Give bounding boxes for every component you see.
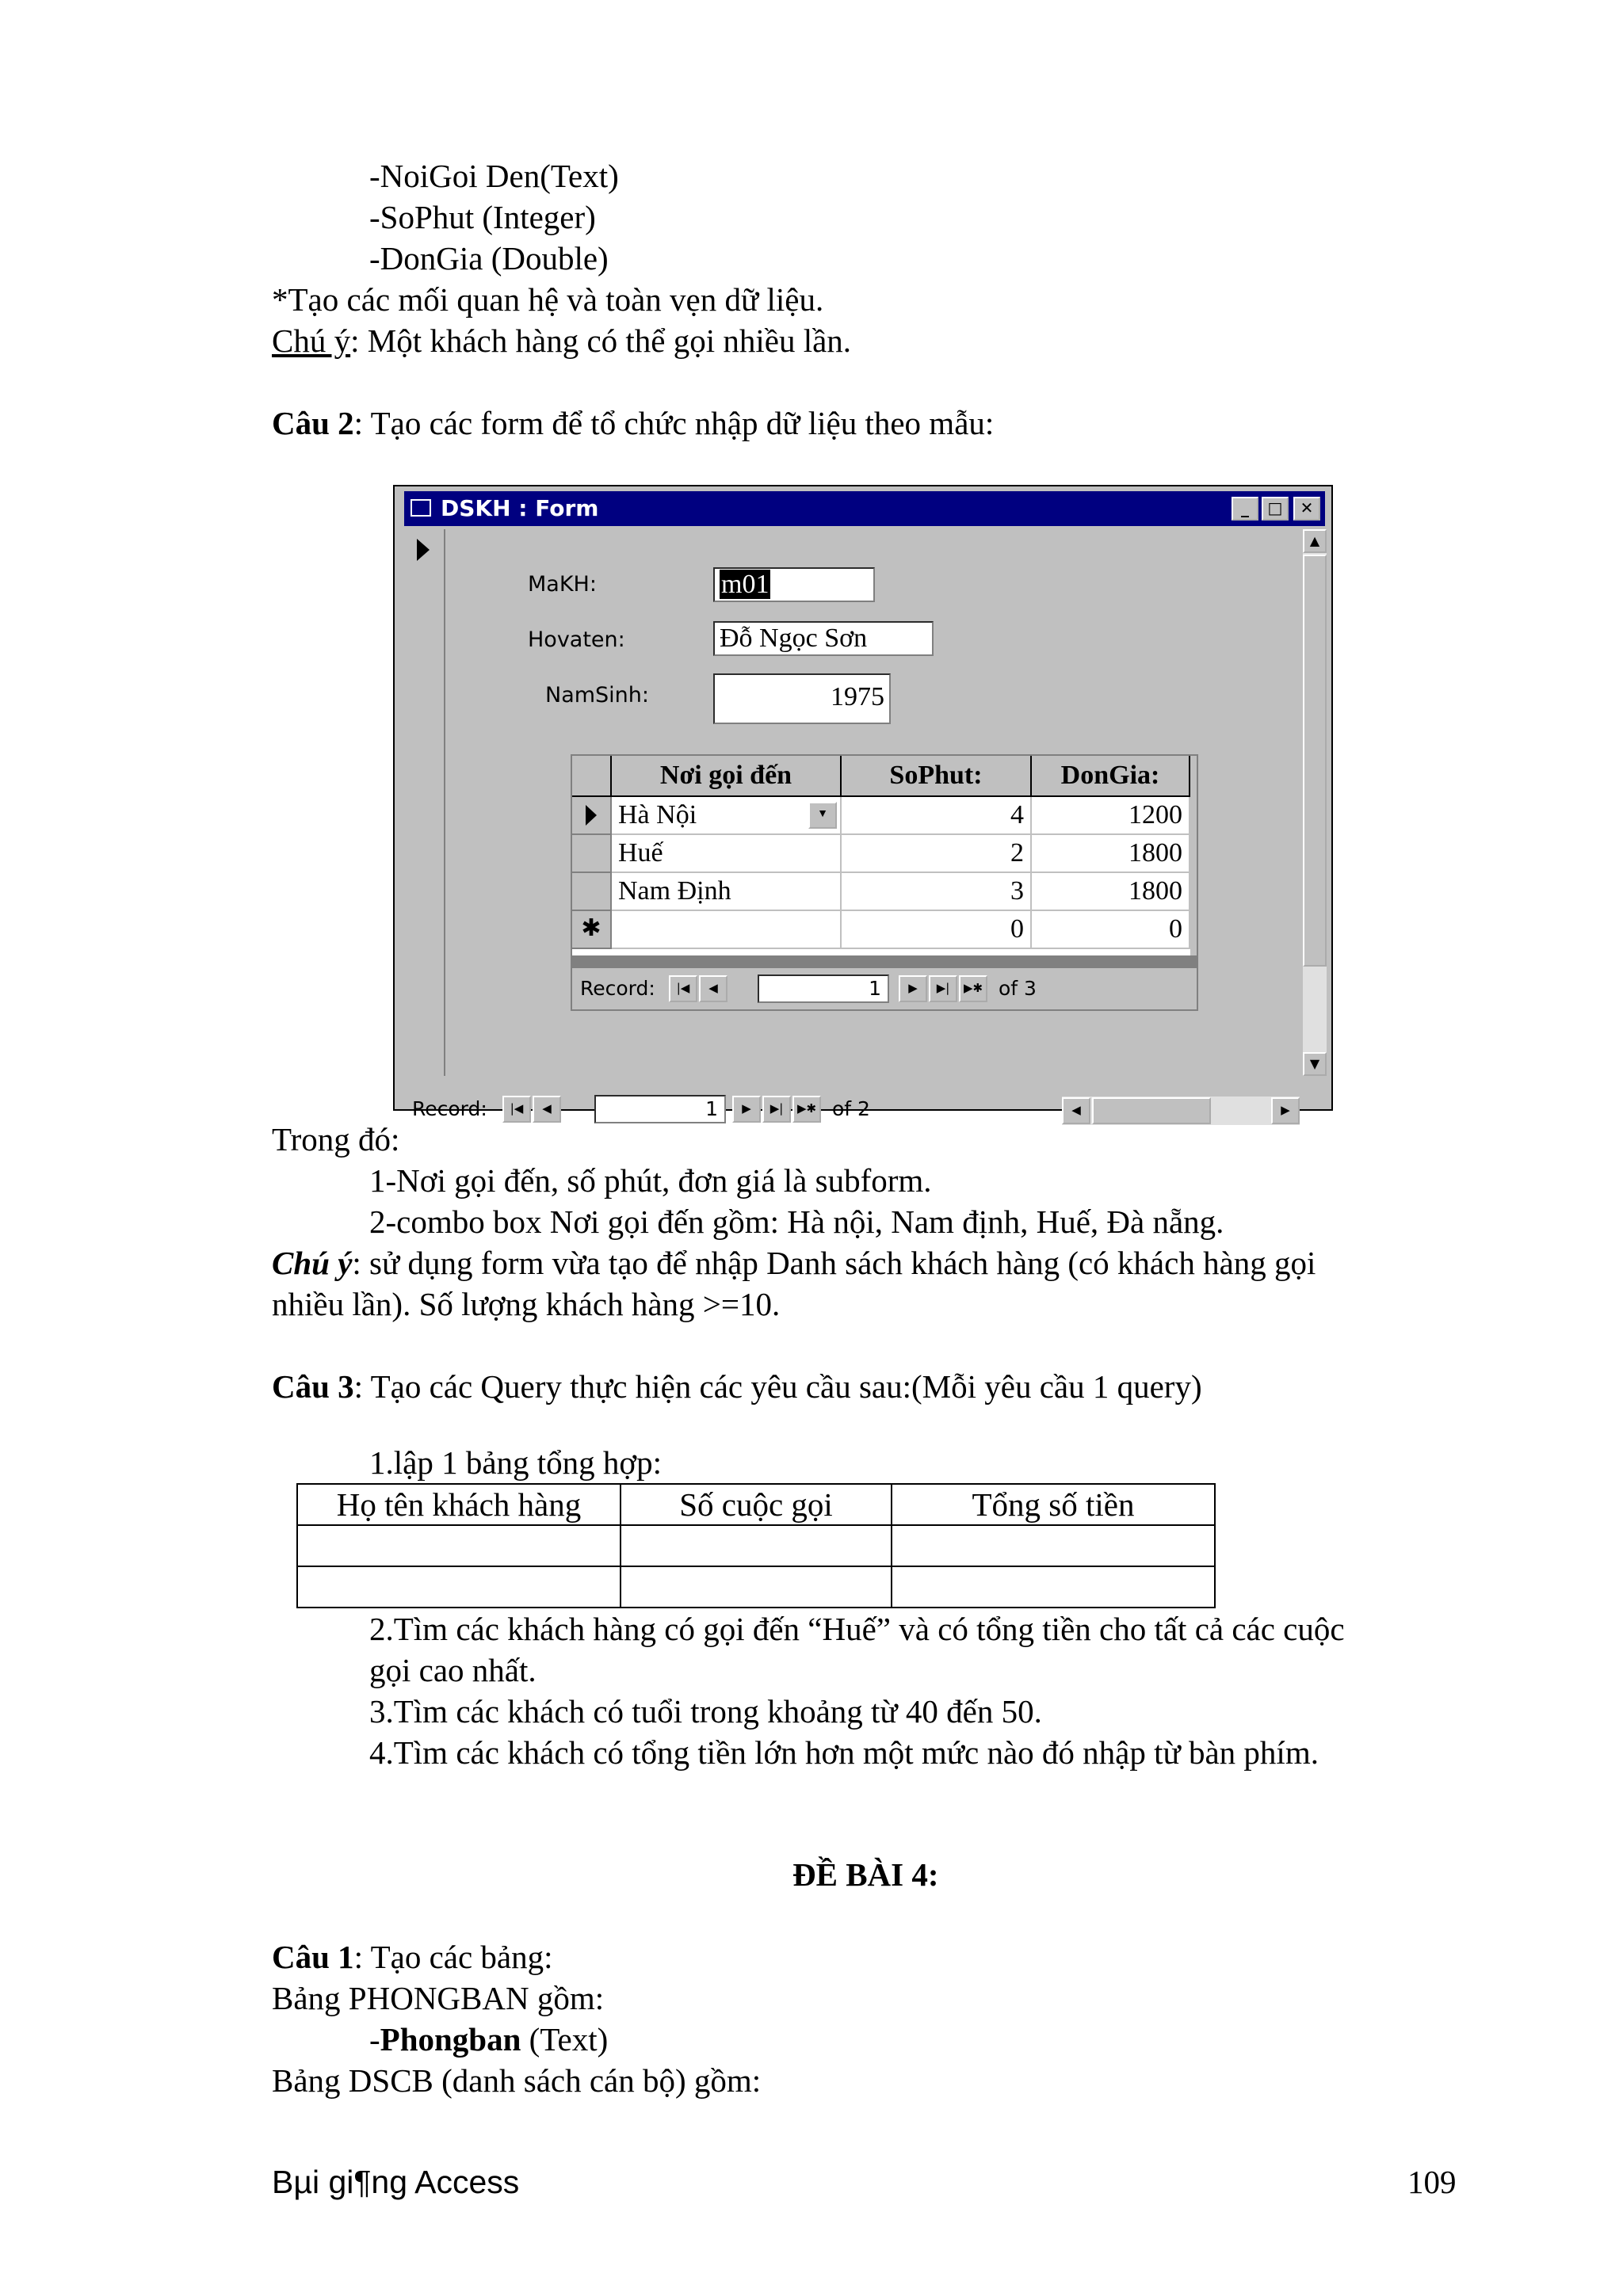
access-form-screenshot (393, 485, 1333, 1120)
maximize-button[interactable]: □ (1262, 497, 1289, 521)
table-cell (621, 1566, 892, 1608)
text-line: Bảng DSCB (danh sách cán bộ) gồm: (272, 2062, 762, 2099)
note-text: : sử dụng form vừa tạo để nhập Danh sách khách hàng (có khách hàng gọi (352, 1245, 1316, 1281)
table-row[interactable] (572, 835, 1190, 873)
question-text: : Tạo các form để tổ chức nhập dữ liệu theo mẫu: (353, 405, 995, 441)
subform-record-nav (580, 973, 1190, 1005)
table-cell (892, 1525, 1215, 1566)
record-selector[interactable] (404, 529, 445, 1076)
text-line: *Tạo các mối quan hệ và toàn vẹn dữ liệu. (272, 281, 824, 318)
cell-noi[interactable]: Huế (612, 835, 842, 873)
dash: - (369, 2021, 380, 2058)
current-row-arrow-icon (586, 805, 597, 826)
hscroll-thumb[interactable] (1092, 1097, 1211, 1124)
subform-record-label: Record: (580, 977, 655, 1000)
form-icon (411, 499, 431, 517)
row-selector[interactable] (572, 835, 612, 873)
form-title-bar (404, 491, 1325, 526)
text-line: 4.Tìm các khách có tổng tiền lớn hơn một mức nào đó nhập từ bàn phím. (369, 1734, 1319, 1771)
hovaten-label: Hovaten: (528, 627, 625, 652)
question-number: Câu 1 (272, 1939, 354, 1975)
cell-noi[interactable] (612, 911, 842, 949)
question-heading (272, 1936, 553, 1978)
question-text: : Tạo các bảng: (353, 1939, 553, 1975)
cell-sophut[interactable]: 4 (842, 797, 1032, 835)
main-record-nav (412, 1093, 1323, 1125)
new-record-icon[interactable]: ▶✱ (959, 975, 987, 1002)
table-row[interactable] (572, 797, 1190, 835)
text-line: 1-Nơi gọi đến, số phút, đơn giá là subform. (369, 1162, 932, 1199)
prev-record-icon[interactable]: ◀ (533, 1096, 561, 1123)
footer-title: Bµi gi¶ng Access (272, 2164, 520, 2200)
main-record-input[interactable]: 1 (594, 1095, 726, 1123)
new-record-marker-icon[interactable]: ✱ (572, 911, 612, 949)
text-line: -NoiGoi Den(Text) (369, 158, 619, 194)
col-header-dongia[interactable]: DonGia: (1032, 756, 1190, 797)
col-header-so-cuoc-goi: Số cuộc gọi (621, 1484, 892, 1525)
question-text: : Tạo các Query thực hiện các yêu cầu sau:(Mỗi yêu cầu 1 query) (353, 1368, 1202, 1405)
first-record-icon[interactable]: |◀ (669, 975, 697, 1002)
text-line: gọi cao nhất. (369, 1652, 537, 1688)
close-button[interactable]: ✕ (1293, 497, 1320, 521)
form-title: DSKH : Form (441, 495, 599, 521)
noi-goi-den-combo[interactable] (612, 797, 842, 835)
namsinh-label: NamSinh: (545, 683, 650, 707)
col-header-noi-goi-den[interactable]: Nơi gọi đến (612, 756, 842, 797)
text-line: Bảng PHONGBAN gồm: (272, 1980, 605, 2016)
next-record-icon[interactable]: ▶ (732, 1096, 761, 1123)
form-client-area (404, 529, 1327, 1120)
note-label: Chú ý (272, 322, 351, 359)
dropdown-arrow-icon[interactable]: ▼ (808, 802, 837, 829)
minimize-button[interactable]: _ (1232, 497, 1258, 521)
text-line (272, 1242, 1316, 1283)
scroll-down-icon[interactable]: ▼ (1303, 1052, 1327, 1076)
subform (571, 754, 1198, 1011)
new-record-icon[interactable]: ▶✱ (792, 1096, 821, 1123)
question-number: Câu 3 (272, 1368, 354, 1405)
hovaten-input[interactable]: Đỗ Ngọc Sơn (713, 621, 934, 656)
cell-dongia[interactable]: 1800 (1032, 873, 1190, 911)
row-selector-current[interactable] (572, 797, 612, 835)
cell-dongia[interactable]: 1200 (1032, 797, 1190, 835)
note-text: : Một khách hàng có thể gọi nhiều lần. (350, 322, 852, 359)
subform-record-count: of 3 (999, 977, 1037, 1000)
scroll-left-icon[interactable]: ◀ (1062, 1097, 1090, 1124)
field-name: Phongban (380, 2021, 521, 2058)
field-type: (Text) (521, 2021, 609, 2058)
cell-sophut[interactable]: 0 (842, 911, 1032, 949)
current-record-arrow-icon (417, 539, 430, 561)
cell-dongia[interactable]: 1800 (1032, 835, 1190, 873)
text-line (369, 2019, 608, 2060)
scroll-right-icon[interactable]: ▶ (1271, 1097, 1300, 1124)
col-header-tong-so-tien: Tổng số tiền (892, 1484, 1215, 1525)
subform-divider (572, 955, 1197, 968)
table-row (297, 1525, 1215, 1566)
row-selector[interactable] (572, 873, 612, 911)
vertical-scrollbar[interactable] (1303, 529, 1327, 1076)
table-row (297, 1566, 1215, 1608)
table-header-row (297, 1484, 1215, 1525)
text-line (272, 320, 851, 361)
page-number: 109 (1407, 2164, 1457, 2200)
prev-record-icon[interactable]: ◀ (699, 975, 727, 1002)
text-line: Trong đó: (272, 1121, 400, 1158)
last-record-icon[interactable]: ▶| (929, 975, 957, 1002)
text-line: 2-combo box Nơi gọi đến gồm: Hà nội, Nam định, Huế, Đà nẵng. (369, 1203, 1224, 1240)
horizontal-scrollbar[interactable] (1062, 1097, 1300, 1125)
col-header-sophut[interactable]: SoPhut: (842, 756, 1032, 797)
question-number: Câu 2 (272, 405, 354, 441)
question-heading (272, 402, 994, 444)
table-cell (892, 1566, 1215, 1608)
cell-dongia[interactable]: 0 (1032, 911, 1190, 949)
next-record-icon[interactable]: ▶ (899, 975, 927, 1002)
cell-sophut[interactable]: 3 (842, 873, 1032, 911)
subform-datasheet (572, 756, 1190, 955)
makh-value: m01 (721, 570, 769, 599)
scroll-thumb[interactable] (1303, 555, 1327, 967)
col-header-ho-ten: Họ tên khách hàng (297, 1484, 621, 1525)
last-record-icon[interactable]: ▶| (762, 1096, 791, 1123)
question-heading (272, 1366, 1202, 1407)
note-label: Chú ý (272, 1245, 353, 1281)
text-line: -DonGia (Double) (369, 240, 609, 277)
summary-table (296, 1483, 1216, 1608)
section-heading: ĐỀ BÀI 4: (792, 1856, 939, 1893)
main-record-label: Record: (412, 1097, 487, 1120)
table-row-new[interactable] (572, 911, 1190, 949)
text-line: 1.lập 1 bảng tổng hợp: (369, 1444, 662, 1481)
makh-label: MaKH: (528, 572, 597, 597)
scroll-up-icon[interactable]: ▲ (1303, 529, 1327, 553)
main-record-count: of 2 (832, 1097, 870, 1120)
table-cell (621, 1525, 892, 1566)
text-line: nhiều lần). Số lượng khách hàng >=10. (272, 1286, 781, 1322)
table-cell (297, 1566, 621, 1608)
cell-sophut[interactable]: 2 (842, 835, 1032, 873)
namsinh-input[interactable]: 1975 (713, 673, 891, 724)
makh-input[interactable] (713, 567, 875, 602)
cell-noi[interactable]: Nam Định (612, 873, 842, 911)
text-line: -SoPhut (Integer) (369, 199, 596, 235)
table-cell (297, 1525, 621, 1566)
text-line: 3.Tìm các khách có tuổi trong khoảng từ 40 đến 50. (369, 1693, 1042, 1730)
corner-header (572, 756, 612, 797)
subform-record-input[interactable]: 1 (758, 974, 889, 1003)
text-line: 2.Tìm các khách hàng có gọi đến “Huế” và có tổng tiền cho tất cả các cuộc (369, 1611, 1345, 1647)
cell-noi: Hà Nội (618, 800, 697, 830)
first-record-icon[interactable]: |◀ (502, 1096, 531, 1123)
table-row[interactable] (572, 873, 1190, 911)
